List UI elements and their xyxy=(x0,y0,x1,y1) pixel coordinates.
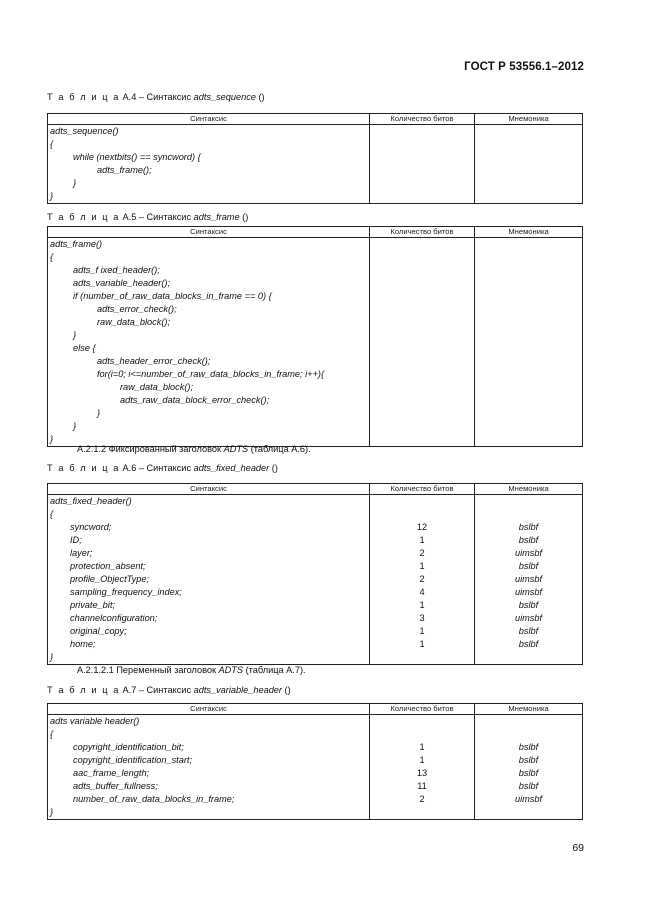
bits-value: 1 xyxy=(419,600,425,610)
mnemonic-value: bslbf xyxy=(518,768,539,778)
mnemonic-value: bslbf xyxy=(518,639,539,649)
column-header-bits: Количество битов xyxy=(370,227,475,238)
mnemonic-value: bslbf xyxy=(518,522,539,532)
table-caption-suffix: () xyxy=(271,463,278,473)
section-paragraph-a212 xyxy=(77,444,311,454)
mnemonic-value: uimsbf xyxy=(514,587,543,597)
code-line: while (nextbits() == syncword) { xyxy=(73,152,201,162)
code-line: adts_variable_header(); xyxy=(73,278,171,288)
table-caption-number: А.7 – Синтаксис xyxy=(122,685,192,695)
code-line: adts_frame(); xyxy=(97,165,152,175)
column-header-syntax: Синтаксис xyxy=(48,227,370,238)
field-name: layer; xyxy=(70,548,93,558)
syntax-cell xyxy=(48,715,370,820)
code-line: } xyxy=(73,330,77,340)
mnemonic-value: bslbf xyxy=(518,781,539,791)
table-a4 xyxy=(47,113,583,204)
bits-value: 1 xyxy=(419,755,425,765)
mnemonic-cell xyxy=(475,495,583,665)
table-body-row xyxy=(48,125,583,204)
code-line: else { xyxy=(73,343,96,353)
paragraph-term: ADTS xyxy=(218,665,244,675)
code-line: adts_sequence() xyxy=(50,126,119,136)
table-header-row xyxy=(48,484,583,495)
bits-cell xyxy=(370,495,475,665)
mnemonic-cell xyxy=(475,715,583,820)
document-standard-number: ГОСТ Р 53556.1–2012 xyxy=(464,61,584,73)
column-header-mnemonic: Мнемоника xyxy=(475,227,583,238)
table-a4-caption xyxy=(47,92,265,102)
table-caption-name: adts_frame xyxy=(193,212,240,222)
table-body-row xyxy=(48,495,583,665)
paragraph-tail: (таблица А.7). xyxy=(245,665,306,675)
column-header-syntax: Синтаксис xyxy=(48,484,370,495)
field-name: home; xyxy=(70,639,96,649)
syntax-cell xyxy=(48,238,370,447)
bits-value: 4 xyxy=(419,587,425,597)
code-line: } xyxy=(50,652,54,662)
mnemonic-value: uimsbf xyxy=(514,574,543,584)
code-line: adts_frame() xyxy=(50,239,103,249)
field-name: protection_absent; xyxy=(70,561,146,571)
paragraph-text: А.2.1.2 Фиксированный заголовок xyxy=(77,444,222,454)
bits-cell xyxy=(370,125,475,204)
column-header-syntax: Синтаксис xyxy=(48,114,370,125)
table-caption-prefix: Т а б л и ц а xyxy=(47,212,120,222)
bits-value: 2 xyxy=(419,794,425,804)
code-line: raw_data_block(); xyxy=(120,382,194,392)
code-line: adts_error_check(); xyxy=(97,304,177,314)
bits-value: 1 xyxy=(419,626,425,636)
table-a6 xyxy=(47,483,583,665)
bits-value: 1 xyxy=(419,561,425,571)
column-header-bits: Количество битов xyxy=(370,484,475,495)
code-line: adts variable header() xyxy=(50,716,140,726)
field-name: ID; xyxy=(70,535,82,545)
field-name: profile_ObjectType; xyxy=(70,574,149,584)
section-paragraph-a2121 xyxy=(77,665,306,675)
table-caption-prefix: Т а б л и ц а xyxy=(47,463,120,473)
field-name: syncword; xyxy=(70,522,112,532)
column-header-mnemonic: Мнемоника xyxy=(475,484,583,495)
table-header-row xyxy=(48,704,583,715)
code-line: adts_fixed_header() xyxy=(50,496,132,506)
bits-value: 2 xyxy=(419,548,425,558)
mnemonic-value: uimsbf xyxy=(514,794,543,804)
table-caption-prefix: Т а б л и ц а xyxy=(47,685,120,695)
table-a5 xyxy=(47,226,583,447)
table-caption-number: А.5 – Синтаксис xyxy=(122,212,192,222)
mnemonic-value: bslbf xyxy=(518,535,539,545)
code-line: adts_f ixed_header(); xyxy=(73,265,160,275)
table-a6-caption xyxy=(47,463,278,473)
paragraph-tail: (таблица А.6). xyxy=(250,444,311,454)
syntax-cell xyxy=(48,495,370,665)
table-caption-number: А.6 – Синтаксис xyxy=(122,463,192,473)
code-line: { xyxy=(50,729,54,739)
bits-value: 1 xyxy=(419,535,425,545)
code-line: adts_header_error_check(); xyxy=(97,356,211,366)
bits-cell xyxy=(370,238,475,447)
mnemonic-value: bslbf xyxy=(518,742,539,752)
code-line: adts_raw_data_block_error_check(); xyxy=(120,395,270,405)
code-line: } xyxy=(50,807,54,817)
table-caption-number: А.4 – Синтаксис xyxy=(122,92,192,102)
column-header-bits: Количество битов xyxy=(370,704,475,715)
field-name: original_copy; xyxy=(70,626,127,636)
table-caption-suffix: () xyxy=(284,685,291,695)
code-line: if (number_of_raw_data_blocks_in_frame == 0) { xyxy=(73,291,272,301)
mnemonic-value: bslbf xyxy=(518,626,539,636)
mnemonic-value: uimsbf xyxy=(514,548,543,558)
table-header-row xyxy=(48,114,583,125)
bits-cell xyxy=(370,715,475,820)
table-body-row xyxy=(48,715,583,820)
mnemonic-value: uimsbf xyxy=(514,613,543,623)
bits-value: 1 xyxy=(419,742,425,752)
field-name: sampling_frequency_index; xyxy=(70,587,182,597)
field-name: copyright_identification_start; xyxy=(73,755,192,765)
bits-value: 13 xyxy=(416,768,428,778)
bits-value: 11 xyxy=(417,781,427,791)
table-a7-caption xyxy=(47,685,291,695)
table-header-row xyxy=(48,227,583,238)
mnemonic-value: bslbf xyxy=(518,600,539,610)
mnemonic-cell xyxy=(475,238,583,447)
column-header-mnemonic: Мнемоника xyxy=(475,114,583,125)
code-line: } xyxy=(73,178,77,188)
mnemonic-value: bslbf xyxy=(518,755,539,765)
code-line: } xyxy=(73,421,77,431)
field-name: adts_buffer_fullness; xyxy=(73,781,158,791)
code-line: } xyxy=(50,191,54,201)
mnemonic-value: bslbf xyxy=(518,561,539,571)
bits-value: 1 xyxy=(419,639,425,649)
field-name: copyright_identification_bit; xyxy=(73,742,184,752)
mnemonic-cell xyxy=(475,125,583,204)
code-line: raw_data_block(); xyxy=(97,317,171,327)
page-number: 69 xyxy=(572,842,584,854)
bits-value: 3 xyxy=(419,613,425,623)
paragraph-text: А.2.1.2.1 Переменный заголовок xyxy=(77,665,216,675)
column-header-syntax: Синтаксис xyxy=(48,704,370,715)
code-line: } xyxy=(97,408,101,418)
table-a7 xyxy=(47,703,583,820)
table-caption-name: adts_variable_header xyxy=(193,685,282,695)
table-body-row xyxy=(48,238,583,447)
code-line: { xyxy=(50,509,54,519)
table-caption-name: adts_sequence xyxy=(193,92,256,102)
paragraph-term: ADTS xyxy=(223,444,249,454)
bits-value: 12 xyxy=(416,522,428,532)
code-line: } xyxy=(50,434,54,444)
table-a5-caption xyxy=(47,212,248,222)
field-name: private_bit; xyxy=(70,600,115,610)
code-line: { xyxy=(50,252,54,262)
code-line: for(i=0; i<=number_of_raw_data_blocks_in_frame; i++){ xyxy=(97,369,325,379)
table-caption-prefix: Т а б л и ц а xyxy=(47,92,120,102)
table-caption-name: adts_fixed_header xyxy=(193,463,270,473)
column-header-mnemonic: Мнемоника xyxy=(475,704,583,715)
field-name: aac_frame_length; xyxy=(73,768,150,778)
column-header-bits: Количество битов xyxy=(370,114,475,125)
bits-value: 2 xyxy=(419,574,425,584)
field-name: channelconfiguration; xyxy=(70,613,158,623)
table-caption-suffix: () xyxy=(258,92,265,102)
code-line: { xyxy=(50,139,54,149)
field-name: number_of_raw_data_blocks_in_frame; xyxy=(73,794,235,804)
table-caption-suffix: () xyxy=(242,212,249,222)
syntax-cell xyxy=(48,125,370,204)
